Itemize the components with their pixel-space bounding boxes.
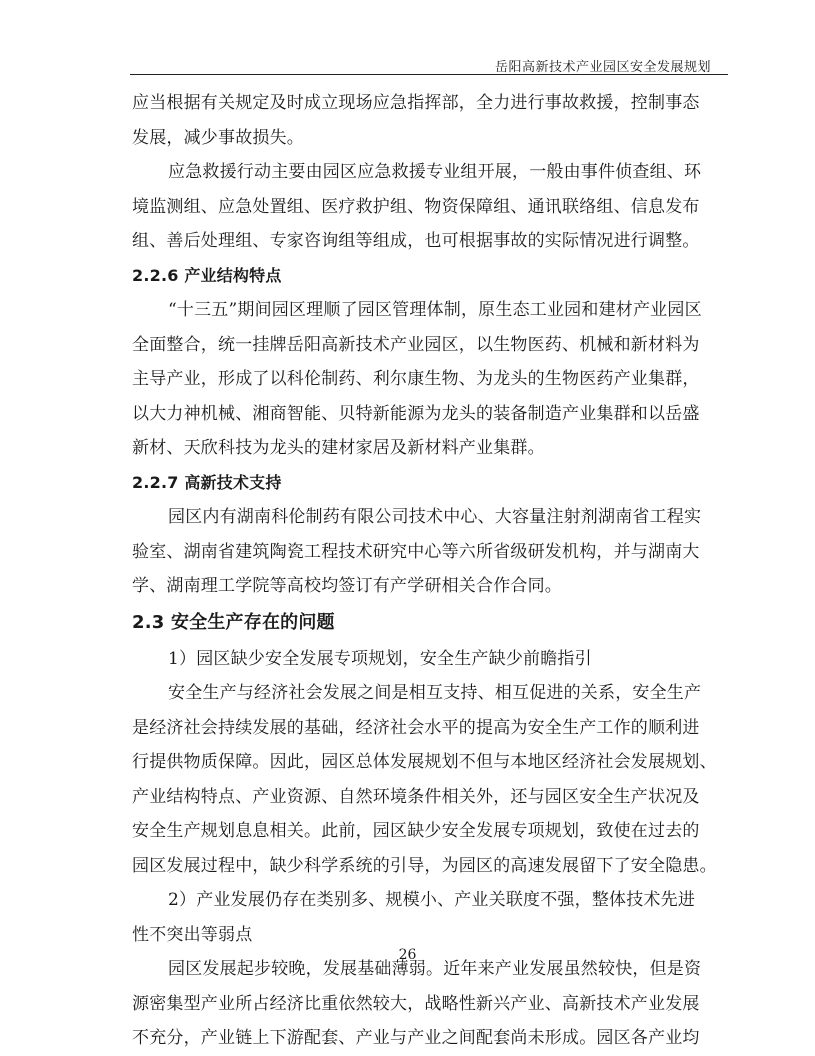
list-item-heading: 1）园区缺少安全发展专项规划，安全生产缺少前瞻指引 [168, 648, 592, 669]
body-line: 性不突出等弱点 [132, 924, 253, 945]
body-line: 行提供物质保障。因此，园区总体发展规划不但与本地区经济社会发展规划、 [132, 752, 717, 772]
body-line: “十三五”期间园区理顺了园区管理体制，原生态工业园和建材产业园区 [168, 300, 702, 320]
body-line: 不充分，产业链上下游配套、产业与产业之间配套尚未形成。园区各产业均 [132, 1028, 700, 1048]
body-line: 产业结构特点、产业资源、自然环境条件相关外，还与园区安全生产状况及 [132, 786, 700, 807]
document-body [132, 86, 732, 1056]
body-line: 园区内有湖南科伦制药有限公司技术中心、大容量注射剂湖南省工程实 [168, 507, 702, 527]
section-heading-2-2-7: 2.2.7 高新技术支持 [132, 472, 282, 492]
body-line: 新材、天欣科技为龙头的建材家居及新材料产业集群。 [132, 438, 545, 458]
body-line: 安全生产与经济社会发展之间是相互支持、相互促进的关系，安全生产 [168, 683, 702, 703]
body-line: 园区发展过程中，缺少科学系统的引导，为园区的高速发展留下了安全隐患。 [132, 855, 717, 876]
section-heading-2-2-6: 2.2.6 产业结构特点 [132, 265, 282, 285]
body-line: 以大力神机械、湘商智能、贝特新能源为龙头的装备制造产业集群和以岳盛 [132, 403, 700, 424]
section-heading-2-3: 2.3 安全生产存在的问题 [132, 611, 335, 633]
body-line: 源密集型产业所占经济比重依然较大，战略性新兴产业、高新技术产业发展 [132, 993, 700, 1014]
body-line: 全面整合，统一挂牌岳阳高新技术产业园区，以生物医药、机械和新材料为 [132, 334, 700, 355]
body-line: 境监测组、应急处置组、医疗救护组、物资保障组、通讯联络组、信息发布 [132, 196, 700, 217]
page-number: 26 [398, 947, 417, 963]
body-line: 主导产业，形成了以科伦制药、利尔康生物、为龙头的生物医药产业集群， [132, 369, 700, 389]
body-line: 发展，减少事故损失。 [132, 127, 304, 148]
body-line: 是经济社会持续发展的基础，经济社会水平的提高为安全生产工作的顺利进 [132, 717, 700, 738]
body-line: 组、善后处理组、专家咨询组等组成，也可根据事故的实际情况进行调整。 [132, 231, 700, 251]
body-line: 安全生产规划息息相关。此前，园区缺少安全发展专项规划，致使在过去的 [132, 821, 700, 841]
body-line: 应当根据有关规定及时成立现场应急指挥部，全力进行事故救援，控制事态 [132, 93, 700, 113]
body-line: 应急救援行动主要由园区应急救援专业组开展，一般由事件侦查组、环 [168, 162, 702, 182]
body-line: 验室、湖南省建筑陶瓷工程技术研究中心等六所省级研发机构，并与湖南大 [132, 541, 700, 562]
body-line: 学、湖南理工学院等高校均签订有产学研相关合作合同。 [132, 576, 562, 596]
running-header-title: 岳阳高新技术产业园区安全发展规划 [494, 60, 711, 75]
body-line: 园区发展起步较晚，发展基础薄弱。近年来产业发展虽然较快，但是资 [168, 959, 702, 979]
header-divider [130, 74, 728, 75]
list-item-heading: 2）产业发展仍存在类别多、规模小、产业关联度不强，整体技术先进 [168, 890, 696, 910]
